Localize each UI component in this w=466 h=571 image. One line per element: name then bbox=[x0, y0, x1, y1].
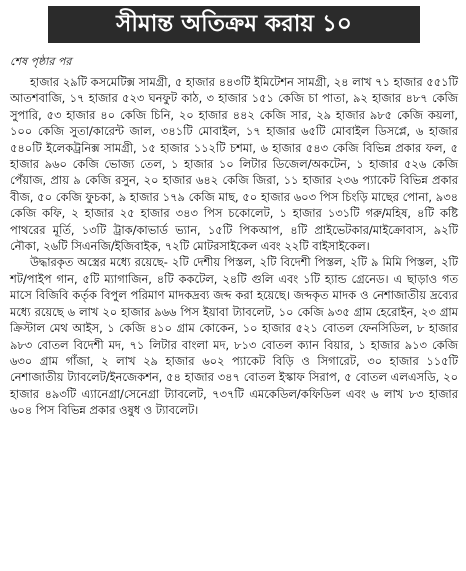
continuation-kicker: শেষ পৃষ্ঠার পর bbox=[10, 55, 72, 68]
article-paragraph-1: হাজার ২৯টি কসমেটিক্স সামগ্রী, ৫ হাজার ৪৪৩টি ইমিটেশন সামগ্রী, ২৪ লাখ ৭১ হাজার ৫৫১টি আতশবাজি, ১৭ হাজার ৫২৩ ঘনফুট কাঠ, ৩ হাজার ১৫১ কেজি চা পাতা, ৯২ হাজার ৪৮৭ কেজি সুপারি, ৫৩ হাজার ৪০ কেজি চিনি, ২০ হাজার ৪৪২ কেজি সার, ২৯ হাজার ৯৮৫ কেজি কয়লা, ১০০ কেজি সুতা/কারেন্ট জাল, ৩৪১টি মোবাইল, ১৭ হাজার ৬৫টি মোবাইল ডিসপ্লে, ৬ হাজার ৫৪০টি ইলেকট্রনিক্স সামগ্রী, ১৫ হাজার ১১২টি চশমা, ৬ হাজার ৫৪৩ কেজি বিভিন্ন প্রকার ফল, ৫ হাজার ৯৬০ কেজি ভোজ্য তেল, ১ হাজার ১০ লিটার ডিজেল/অকটেন, ১ হাজার ৫২৬ কেজি পেঁয়াজ, প্রায় ৯ কেজি রসুন, ২০ হাজার ৬৪২ কেজি জিরা, ১১ হাজার ২৩৬ প্যাকেট বিভিন্ন প্রকার বীজ, ৫০ কেজি ফুচকা, ৯ হাজার ১৭৯ কেজি মাছ, ৫০ হাজার ৬০৩ পিস চিংড়ি মাছের পোনা, ৯৩৪ কেজি কফি, ২ হাজার ২৫ হাজার ৩৪৩ পিস চকোলেট, ১ হাজার ১৩১টি গরু/মহিষ, ৪টি কষ্টি পাথরের মূর্তি, ১৩টি ট্রাক/কাভার্ড ভ্যান, ১৫টি পিকআপ, ৪টি প্রাইভেটকার/মাইক্রোবাস, ৯২টি নৌকা, ২৬টি সিএনজি/ইজিবাইক, ৭২টি মোটরসাইকেল এবং ২২টি বাইসাইকেল। bbox=[10, 75, 458, 254]
headline: সীমান্ত অতিক্রম করায় ১০ bbox=[116, 11, 352, 37]
headline-banner bbox=[48, 6, 420, 43]
article-paragraph-2: উদ্ধারকৃত অস্ত্রের মধ্যে রয়েছে- ২টি দেশীয় পিস্তল, ২টি বিদেশী পিস্তল, ২টি ৯ মিমি পিস্তল, ২টি শট/পাইপ গান, ৫টি ম্যাগাজিন, ৪টি ককটেল, ২৪টি গুলি এবং ১টি হ্যান্ড গ্রেনেড। এ ছাড়াও গত মাসে বিজিবি কর্তৃক বিপুল পরিমাণ মাদকদ্রব্য জব্দ করা হয়েছে। জব্দকৃত মাদক ও নেশাজাতীয় দ্রব্যের মধ্যে রয়েছে ৬ লাখ ২০ হাজার ৯৬৬ পিস ইয়াবা ট্যাবলেট, ১০ কেজি ৯৩৫ গ্রাম হেরোইন, ২৩ গ্রাম ক্রিস্টাল মেথ আইস, ১ কেজি ৪১০ গ্রাম কোকেন, ১০ হাজার ৫২১ বোতল ফেনসিডিল, ৮ হাজার ৯৮৩ বোতল বিদেশী মদ, ৭১ লিটার বাংলা মদ, ৮১৩ বোতল ক্যান বিয়ার, ১ হাজার ৯১৩ কেজি ৬৩০ গ্রাম গাঁজা, ২ লাখ ২৯ হাজার ৬০২ প্যাকেট বিড়ি ও সিগারেট, ৩০ হাজার ১১৫টি নেশাজাতীয় ট্যাবলেট/ইনজেকশন, ৫৪ হাজার ৩৪৭ বোতল ইস্কাফ সিরাপ, ৫ বোতল এলএসডি, ২০ হাজার ৪৯৩টি এ্যানেগ্রা/সেনেগ্রা ট্যাবলেট, ৭৩৭টি এমকেডিল/কফিডিল এবং ৬ লাখ ৮৩ হাজার ৬০৪ পিস বিভিন্ন প্রকার ওষুধ ও ট্যাবলেট। bbox=[10, 255, 458, 418]
